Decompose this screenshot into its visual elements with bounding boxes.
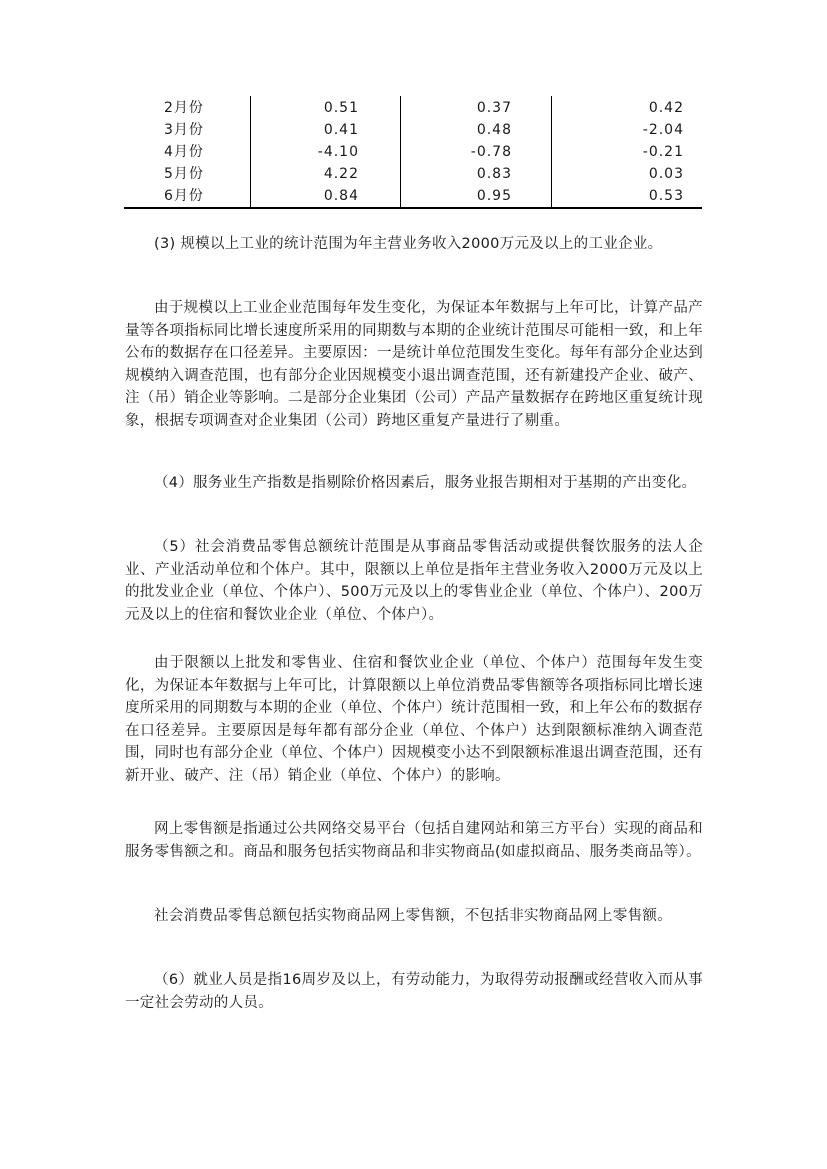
table-bottom-rule: [124, 207, 702, 209]
value-cell: -0.21: [642, 144, 684, 160]
note-paragraph: (3) 规模以上工业的统计范围为年主营业务收入2000万元及以上的工业企业。: [154, 236, 663, 252]
note-paragraph: 社会消费品零售总额包括实物商品网上零售额，不包括非实物商品网上零售额。: [154, 908, 672, 924]
table-row: [124, 163, 702, 185]
month-cell: 5月份: [164, 166, 204, 182]
value-cell: 0.03: [648, 166, 684, 182]
month-cell: 6月份: [164, 188, 204, 204]
value-cell: -2.04: [642, 122, 684, 138]
value-cell: 0.53: [648, 188, 684, 204]
value-cell: 0.95: [476, 188, 512, 204]
note-paragraph: 由于限额以上批发和零售业、住宿和餐饮业企业（单位、个体户）范围每年发生变化，为保证本年数据与上年可比，计算限额以上单位消费品零售额等各项指标同比增长速度所采用的同期数与本期的企业（单位、个体户）统计范围相一致，和上年公布的数据存在口径差异。主要原因是每年都有部分企业（单位、个体户）达到限额标准纳入调查范围，同时也有部分企业（单位、个体户）因规模变小达不到限额标准退出调查范围，还有新开业、破产、注（吊）销企业（单位、个体户）的影响。: [125, 655, 703, 784]
value-cell: -0.78: [470, 144, 512, 160]
note-paragraph: 网上零售额是指通过公共网络交易平台（包括自建网站和第三方平台）实现的商品和服务零售额之和。商品和服务包括实物商品和非实物商品(如虚拟商品、服务类商品等）。: [125, 821, 703, 860]
month-cell: 2月份: [164, 100, 204, 116]
value-cell: 0.51: [323, 100, 359, 116]
note-paragraph: （5）社会消费品零售总额统计范围是从事商品零售活动或提供餐饮服务的法人企业、产业活动单位和个体户。其中，限额以上单位是指年主营业务收入2000万元及以上的批发业企业（单位、个体户）、500万元及以上的零售业企业（单位、个体户）、200万元及以上的住宿和餐饮业企业（单位、个体户）。: [125, 539, 703, 623]
table-row: [124, 185, 702, 207]
table-row: [124, 97, 702, 119]
month-cell: 3月份: [164, 122, 204, 138]
note-paragraph: 由于规模以上工业企业范围每年发生变化，为保证本年数据与上年可比，计算产品产量等各项指标同比增长速度所采用的同期数与本期的企业统计范围尽可能相一致，和上年公布的数据存在口径差异。主要原因：一是统计单位范围发生变化。每年有部分企业达到规模纳入调查范围，也有部分企业因规模变小退出调查范围，还有新建投产企业、破产、注（吊）销企业等影响。二是部分企业集团（公司）产品产量数据存在跨地区重复统计现象，根据专项调查对企业集团（公司）跨地区重复产量进行了剔重。: [125, 300, 703, 429]
table-row: [124, 119, 702, 141]
value-cell: 0.83: [476, 166, 512, 182]
value-cell: 0.42: [648, 100, 684, 116]
table-row: [124, 141, 702, 163]
monthly-index-table: [124, 96, 702, 210]
value-cell: -4.10: [317, 144, 359, 160]
value-cell: 0.37: [476, 100, 512, 116]
value-cell: 0.48: [476, 122, 512, 138]
value-cell: 0.84: [323, 188, 359, 204]
note-paragraph: （4）服务业生产指数是指剔除价格因素后，服务业报告期相对于基期的产出变化。: [154, 475, 697, 491]
value-cell: 4.22: [323, 166, 359, 182]
value-cell: 0.41: [323, 122, 359, 138]
month-cell: 4月份: [164, 144, 204, 160]
note-paragraph: （6）就业人员是指16周岁及以上，有劳动能力，为取得劳动报酬或经营收入而从事一定社会劳动的人员。: [125, 972, 703, 1011]
